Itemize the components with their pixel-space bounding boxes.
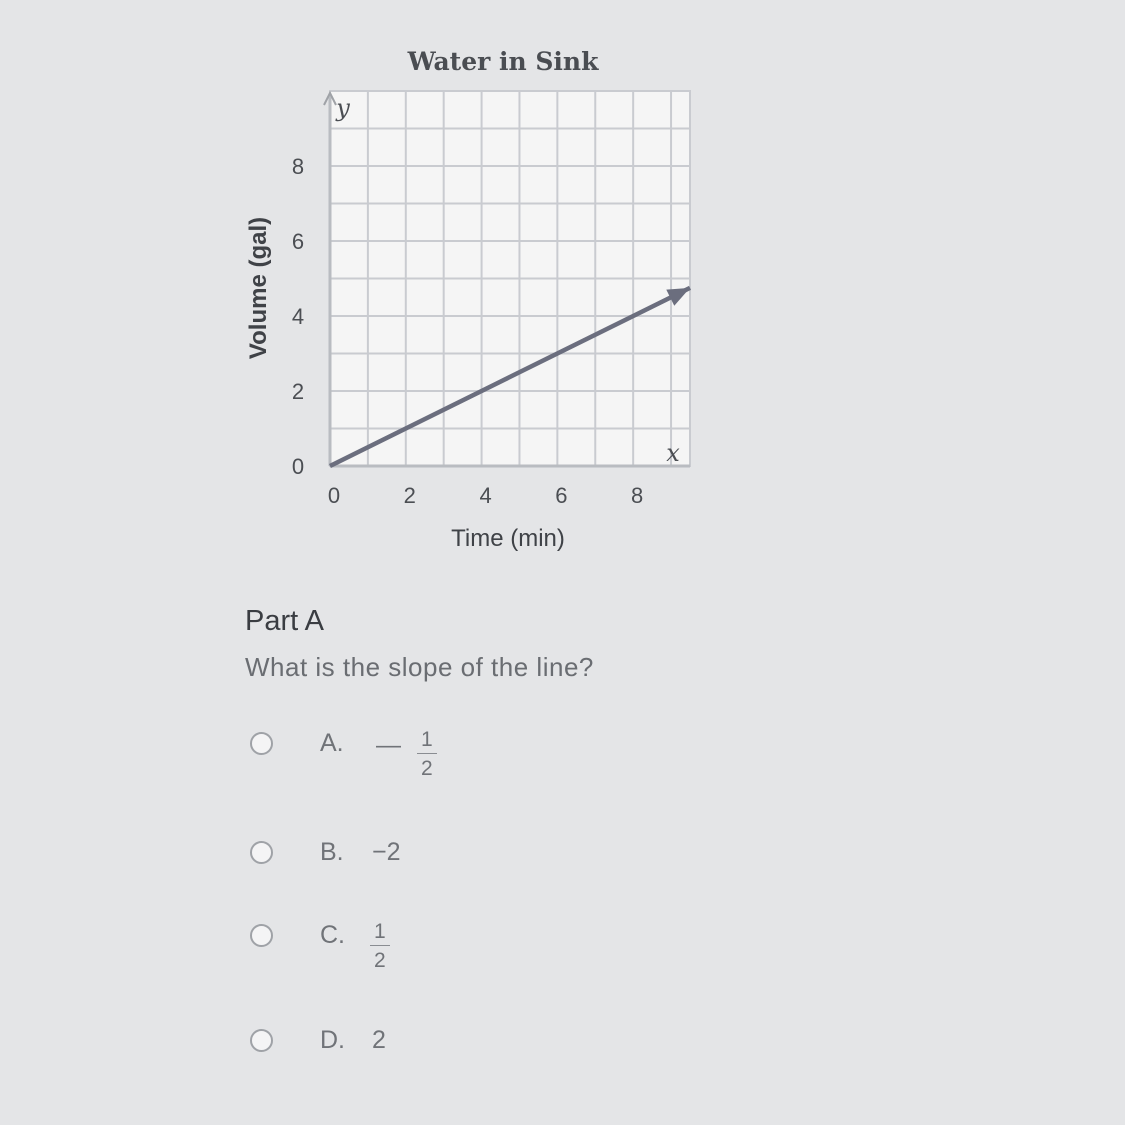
- part-title: Part A: [245, 605, 324, 637]
- option-letter: C.: [320, 921, 345, 949]
- fraction-numerator: 1: [417, 729, 437, 754]
- option-value: −2: [372, 838, 401, 866]
- fraction-denominator: 2: [374, 949, 386, 972]
- radio-button-c[interactable]: [250, 924, 273, 947]
- y-tick-label: 8: [291, 154, 305, 179]
- fraction: [417, 729, 437, 779]
- fraction-numerator: 1: [370, 921, 390, 946]
- option-d[interactable]: [250, 1026, 386, 1055]
- radio-button-d[interactable]: [250, 1029, 273, 1052]
- option-letter: A.: [320, 729, 344, 757]
- negative-sign: —: [376, 731, 401, 759]
- x-axis-variable: x: [666, 439, 680, 467]
- x-tick-label: 8: [631, 483, 644, 508]
- y-axis-variable: y: [336, 94, 350, 122]
- question-prompt: What is the slope of the line?: [245, 652, 594, 682]
- radio-button-a[interactable]: [250, 732, 273, 755]
- option-b[interactable]: [250, 838, 401, 867]
- plot-area: [292, 91, 690, 508]
- option-letter: B.: [320, 838, 344, 866]
- option-c[interactable]: [250, 921, 390, 971]
- y-tick-label: 0: [291, 454, 305, 479]
- x-tick-label: 4: [479, 483, 492, 508]
- y-tick-label: 6: [291, 229, 305, 254]
- option-a[interactable]: [250, 729, 437, 779]
- x-tick-label: 6: [555, 483, 568, 508]
- x-tick-label: 2: [403, 483, 416, 508]
- radio-button-b[interactable]: [250, 841, 273, 864]
- option-letter: D.: [320, 1026, 345, 1054]
- y-tick-label: 2: [291, 379, 305, 404]
- fraction: [370, 921, 390, 971]
- y-axis-label: Volume (gal): [245, 216, 272, 360]
- option-value: 2: [372, 1026, 386, 1054]
- x-axis-label: Time (min): [451, 525, 565, 552]
- fraction-denominator: 2: [421, 757, 433, 780]
- y-tick-label: 4: [291, 304, 305, 329]
- question-block: [245, 605, 1045, 683]
- x-tick-label: 0: [327, 483, 341, 508]
- chart-title: Water in Sink: [407, 47, 599, 76]
